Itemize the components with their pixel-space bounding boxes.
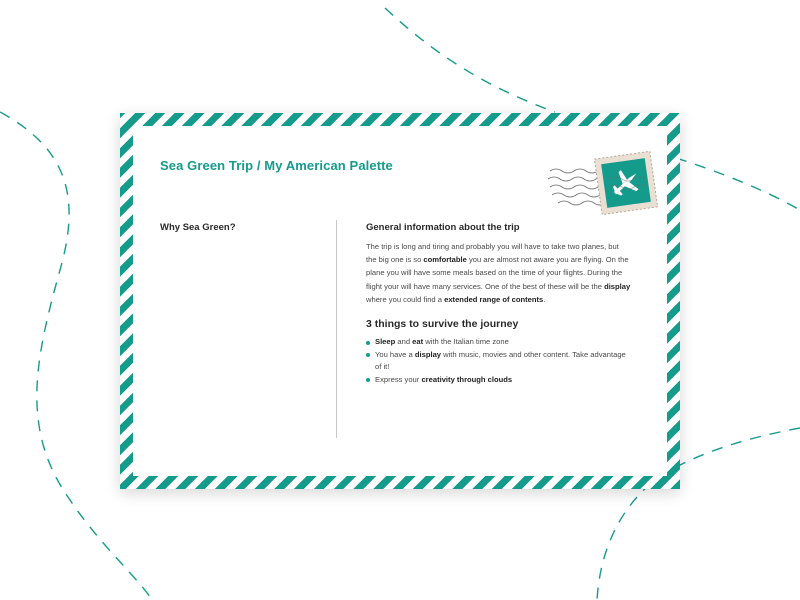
emphasis-text: eat xyxy=(412,337,424,347)
text-segment: You have a xyxy=(375,349,415,359)
emphasis-text: display xyxy=(414,349,442,359)
flight-path-top xyxy=(385,8,555,112)
bullet-icon xyxy=(366,353,370,357)
emphasis-text: extended range of contents xyxy=(444,294,544,304)
text-segment: . xyxy=(543,294,546,304)
list-item xyxy=(366,349,631,374)
text-segment: with the Italian time zone xyxy=(423,337,509,347)
text-segment: Express your xyxy=(375,374,422,384)
text-segment: with music, movies and other content. Take advantage of it! xyxy=(375,349,626,372)
list-item xyxy=(366,336,631,349)
emphasis-text: comfortable xyxy=(423,255,467,265)
text-segment: where you could find a xyxy=(366,294,445,304)
general-info-paragraph xyxy=(366,240,631,306)
general-info-heading: General information about the trip xyxy=(366,222,520,233)
bullet-icon xyxy=(366,341,370,345)
emphasis-text: Sleep xyxy=(375,337,396,347)
emphasis-text: display xyxy=(604,281,631,291)
text-segment: and xyxy=(395,337,413,347)
bullet-icon xyxy=(366,378,370,382)
text-segment: The trip is long and tiring and probably you will have to take two planes, but the big one is so xyxy=(366,242,619,265)
list-item xyxy=(366,374,631,387)
postage-stamp xyxy=(546,149,666,221)
column-divider xyxy=(336,220,337,438)
flight-path-right xyxy=(676,158,800,210)
things-heading: 3 things to survive the journey xyxy=(366,318,519,331)
why-sea-green-heading: Why Sea Green? xyxy=(160,222,236,233)
emphasis-text: creativity through clouds xyxy=(421,374,513,384)
things-list xyxy=(366,336,631,386)
right-column xyxy=(366,222,631,386)
postcard-title: Sea Green Trip / My American Palette xyxy=(160,158,393,173)
postcard-body xyxy=(133,126,667,476)
text-segment: you are almost not aware you are flying. On the plane you will have some meals based on the time of your flights. During the flight your will have many services. One of the best of these will be the xyxy=(366,255,629,291)
stamp-graphic xyxy=(546,149,666,221)
postcard xyxy=(120,113,680,489)
